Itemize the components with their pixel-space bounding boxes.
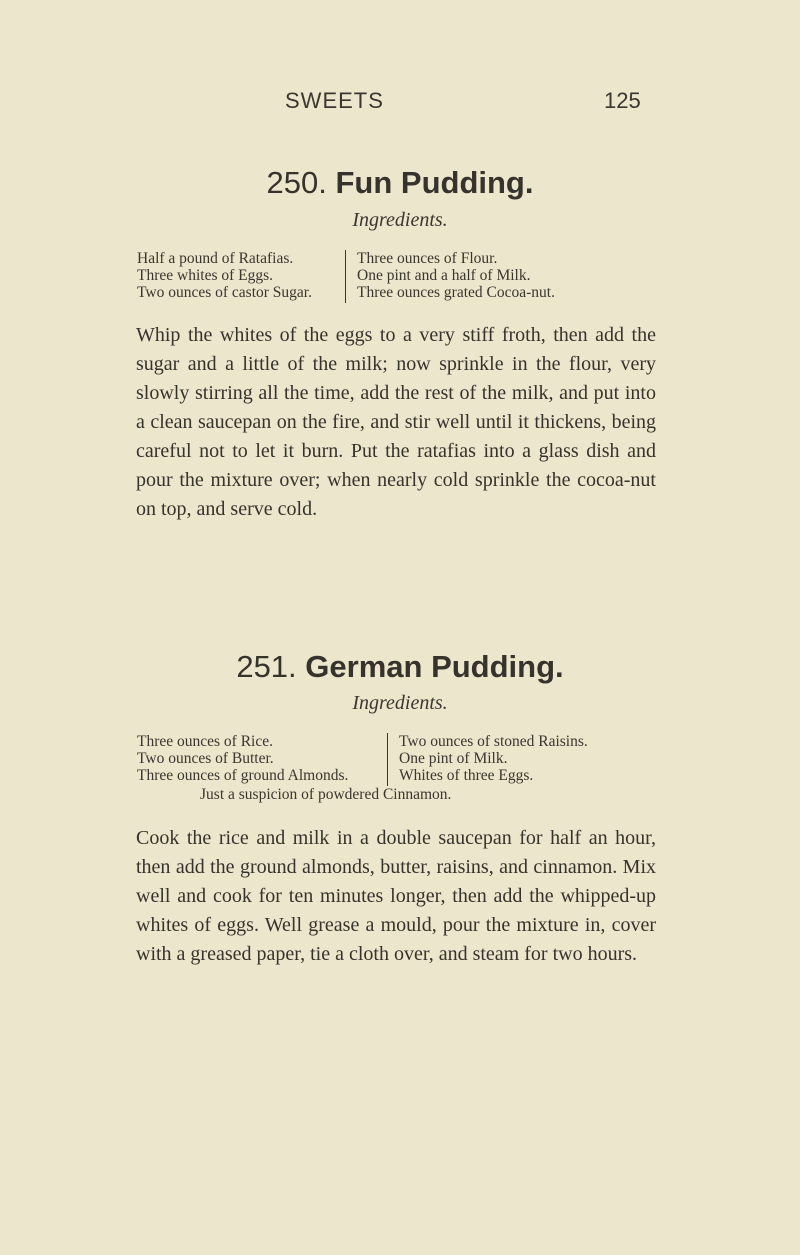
recipe-name: German Pudding.	[305, 649, 564, 684]
ingredients-list	[0, 733, 800, 789]
column-divider	[345, 250, 346, 303]
ingredients-left-column	[137, 733, 348, 784]
method-paragraph: Cook the rice and milk in a double saucepan for half an hour, then add the ground almonds, butter, raisins, and cinnamon. Mix well and cook for ten minutes longer, then add the whipped-up whites of eggs. Well grease a mould, pour the mixture in, cover with a greased paper, tie a cloth over, and steam for two hours.	[136, 827, 656, 965]
ingredient-item: Three ounces of Rice.	[137, 733, 273, 750]
ingredients-right-column	[399, 733, 588, 784]
running-title: SWEETS	[285, 88, 384, 113]
recipe-number: 251.	[236, 649, 297, 684]
ingredient-item: One pint and a half of Milk.	[357, 267, 531, 284]
ingredient-item: Three whites of Eggs.	[137, 267, 274, 284]
ingredient-item: Whites of three Eggs.	[399, 767, 534, 784]
ingredient-item: Three ounces of ground Almonds.	[137, 767, 349, 784]
running-head	[0, 88, 800, 118]
recipe-title-fun-pudding	[0, 165, 800, 201]
ingredients-heading: Ingredients.	[352, 692, 448, 714]
page-number: 125	[604, 88, 641, 113]
ingredient-item: Half a pound of Ratafias.	[137, 250, 294, 267]
recipe-name: Fun Pudding.	[335, 165, 534, 200]
recipe-title-german-pudding	[0, 649, 800, 685]
ingredients-heading: Ingredients.	[352, 209, 448, 231]
column-divider	[387, 733, 388, 786]
ingredients-right-column	[357, 250, 555, 301]
ingredient-item: Three ounces grated Cocoa-nut.	[357, 284, 555, 301]
method-paragraph: Whip the whites of the eggs to a very stiff froth, then add the sugar and a little of the milk; now sprinkle in the flour, very slowly stirring all the time, add the rest of the milk, and put into a clean saucepan on the fire, and stir well until it thickens, being careful not to let it burn. Put the ratafias into a glass dish and pour the mixture over; when nearly cold sprinkle the cocoa-nut on top, and serve cold.	[136, 324, 656, 520]
ingredient-item: Two ounces of Butter.	[137, 750, 274, 767]
ingredient-item: Two ounces of stoned Raisins.	[399, 733, 588, 750]
ingredient-note: Just a suspicion of powdered Cinnamon.	[200, 786, 452, 803]
ingredients-left-column	[137, 250, 312, 301]
recipe-number: 250.	[266, 165, 327, 200]
ingredients-list	[0, 250, 800, 306]
ingredient-item: Three ounces of Flour.	[357, 250, 498, 267]
ingredient-item: Two ounces of castor Sugar.	[137, 284, 312, 301]
ingredient-item: One pint of Milk.	[399, 750, 508, 767]
